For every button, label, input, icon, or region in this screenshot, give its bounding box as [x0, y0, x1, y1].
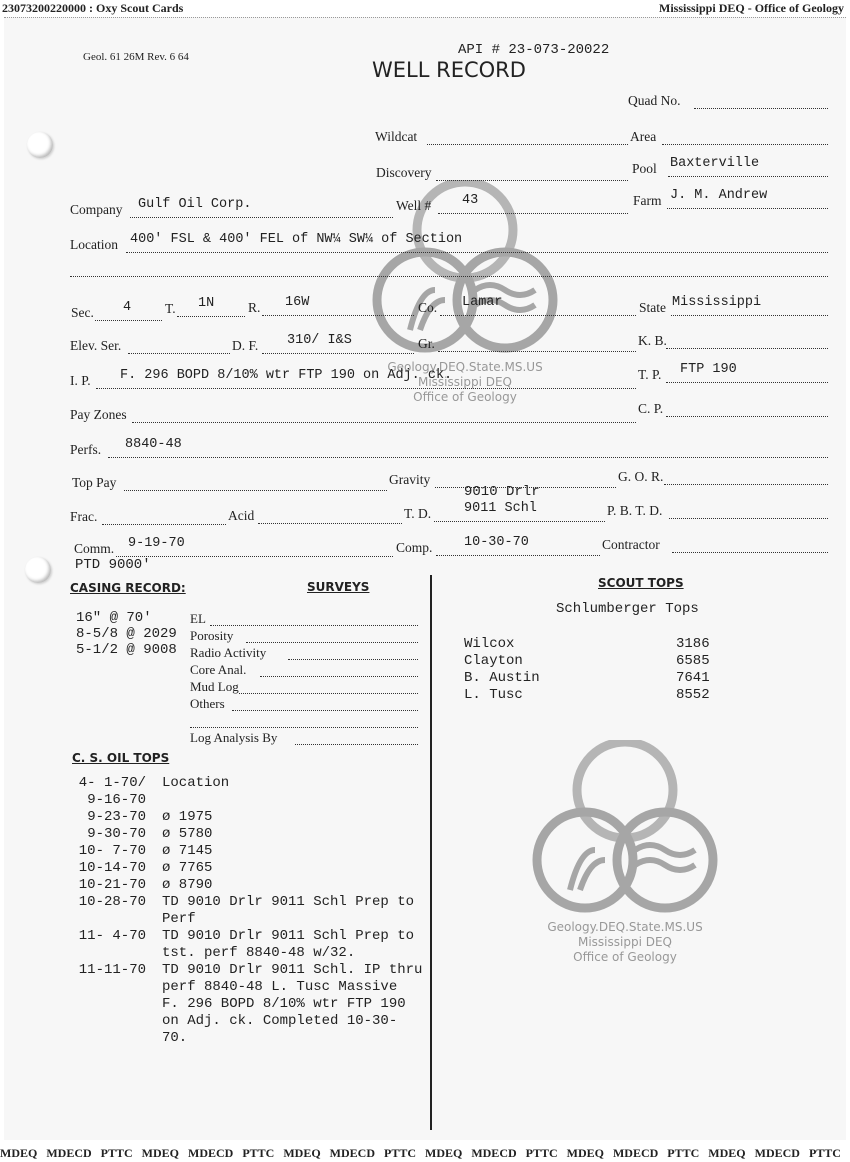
- field-label-kb: K. B.: [638, 333, 667, 348]
- field-value-t: 1N: [198, 296, 215, 311]
- oil-tops-date: 10-14-70: [78, 860, 146, 876]
- punch-hole: [27, 132, 53, 158]
- field-label-td: T. D.: [404, 506, 432, 521]
- scout-top-depth: 6585: [676, 653, 710, 669]
- oil-tops-note: ø 1975: [162, 809, 213, 825]
- scout-top-name: Wilcox: [464, 636, 515, 652]
- oil-tops-note: 70.: [162, 1030, 188, 1046]
- survey-item-label: Core Anal.: [190, 662, 247, 677]
- field-line-cp: [666, 416, 828, 417]
- field-line-co: [440, 315, 636, 316]
- survey-item-line: [288, 659, 418, 660]
- field-label-farm: Farm: [633, 193, 662, 208]
- watermark-url: Geology.DEQ.State.MS.US: [387, 360, 543, 374]
- field-label-gor: G. O. R.: [618, 469, 664, 484]
- page-header: [0, 0, 850, 17]
- field-line-tp: [666, 382, 828, 383]
- blank-line: [70, 276, 828, 277]
- oil-tops-date: 9-23-70: [87, 809, 146, 825]
- scout-top-depth: 3186: [676, 636, 710, 652]
- field-label-frac: Frac.: [70, 509, 98, 524]
- field-line-gr: [438, 351, 636, 352]
- watermark-office: Office of Geology: [413, 390, 517, 404]
- field-value-well-no: 43: [462, 193, 479, 208]
- survey-item-line: [239, 693, 418, 694]
- oil-tops-date: 10-28-70: [78, 894, 146, 910]
- oil-tops-heading: C. S. OIL TOPS: [72, 751, 170, 765]
- field-line-pbtd: [669, 518, 828, 519]
- casing-item: 8-5/8 @ 2029: [76, 626, 177, 642]
- api-number: API # 23-073-20022: [458, 42, 610, 58]
- scout-top-name: B. Austin: [464, 670, 540, 686]
- column-divider: [430, 575, 432, 1130]
- oil-tops-date: 9-16-70: [87, 792, 146, 808]
- field-line-area: [662, 144, 828, 145]
- field-label-r: R.: [248, 300, 261, 315]
- punch-hole: [25, 557, 51, 583]
- survey-item-label: Others: [190, 696, 225, 711]
- field-label-area: Area: [630, 129, 657, 144]
- field-label-location: Location: [70, 237, 118, 252]
- field-label-wildcat: Wildcat: [375, 129, 418, 144]
- field-value-r: 16W: [285, 295, 310, 310]
- field-value-location: 400' FSL & 400' FEL of NW¼ SW¼ of Section: [130, 232, 463, 247]
- field-line-contractor: [672, 552, 828, 553]
- field-label-company: Company: [70, 202, 123, 217]
- field-label-gr: Gr.: [418, 336, 435, 351]
- field-line-frac: [102, 524, 226, 525]
- oil-tops-note: TD 9010 Drlr 9011 Schl Prep to: [162, 894, 415, 910]
- field-label-df: D. F.: [232, 338, 259, 353]
- field-value-sec: 4: [123, 300, 132, 315]
- field-value-company: Gulf Oil Corp.: [138, 197, 252, 212]
- field-value-df: 310/ I&S: [287, 333, 352, 348]
- field-value-comp: 10-30-70: [464, 535, 529, 550]
- survey-item-label: Radio Activity: [190, 645, 267, 660]
- document-id: 23073200220000 : Oxy Scout Cards: [2, 1, 184, 15]
- field-line-top-pay: [124, 490, 387, 491]
- field-line-location: [126, 252, 828, 253]
- field-value-co: Lamar: [462, 295, 503, 310]
- survey-item-line: [210, 625, 418, 626]
- oil-tops-date: 11-11-70: [78, 962, 146, 978]
- field-line-quad-no: [694, 108, 828, 109]
- field-label-elev-ser: Elev. Ser.: [70, 338, 122, 353]
- field-label-contractor: Contractor: [602, 537, 660, 552]
- field-line-td: [434, 521, 605, 522]
- scout-top-name: L. Tusc: [464, 687, 523, 703]
- surveys-heading: SURVEYS: [307, 580, 370, 594]
- agency-name: Mississippi DEQ - Office of Geology: [659, 1, 844, 15]
- field-line-gravity: [435, 487, 616, 488]
- casing-item: 16" @ 70': [76, 610, 152, 626]
- field-label-pool: Pool: [632, 161, 657, 176]
- mdeq-logo-icon: [525, 740, 725, 920]
- field-label-top-pay: Top Pay: [72, 475, 117, 490]
- survey-item-line: [232, 710, 418, 711]
- scout-top-depth: 7641: [676, 670, 710, 686]
- field-value-td: 9011 Schl: [464, 501, 537, 516]
- oil-tops-note: ø 5780: [162, 826, 213, 842]
- watermark-agency: Mississippi DEQ: [417, 375, 512, 389]
- field-line-comp: [436, 555, 600, 556]
- field-line-state: [671, 315, 828, 316]
- field-line-perfs: [108, 457, 828, 458]
- ptd-value: PTD 9000': [75, 557, 151, 573]
- survey-item-label: Porosity: [190, 628, 234, 643]
- field-line-elev-ser: [128, 353, 230, 354]
- field-line-discovery: [436, 180, 628, 181]
- field-value-perfs: 8840-48: [125, 437, 182, 452]
- field-label-well-no: Well #: [396, 198, 432, 213]
- td-driller-value: 9010 Drlr: [464, 484, 540, 500]
- watermark: [510, 740, 740, 965]
- field-value-tp: FTP 190: [680, 362, 737, 377]
- survey-item-line: [246, 642, 418, 643]
- field-line-company: [130, 217, 393, 218]
- field-line-pay-zones: [132, 422, 636, 423]
- oil-tops-date: 11- 4-70: [78, 928, 146, 944]
- field-value-ip: F. 296 BOPD 8/10% wtr FTP 190 on Adj. ck.: [120, 368, 453, 383]
- field-label-tp: T. P.: [638, 367, 662, 382]
- scout-tops-heading: SCOUT TOPS: [598, 576, 684, 590]
- field-line-acid: [258, 523, 402, 524]
- field-label-t: T.: [165, 301, 176, 316]
- field-line-well-no: [438, 213, 628, 214]
- form-title: WELL RECORD: [372, 58, 526, 82]
- casing-record-heading: CASING RECORD:: [70, 581, 186, 595]
- field-label-comm: Comm.: [74, 541, 115, 556]
- watermark-agency: Mississippi DEQ: [577, 935, 672, 949]
- field-line-gor: [664, 484, 828, 485]
- field-value-farm: J. M. Andrew: [670, 188, 768, 203]
- field-value-comm: 9-19-70: [128, 536, 185, 551]
- field-label-perfs: Perfs.: [70, 442, 102, 457]
- oil-tops-note: tst. perf 8840-48 w/32.: [162, 945, 356, 961]
- survey-item-line: [295, 744, 418, 745]
- watermark-office: Office of Geology: [573, 950, 677, 964]
- oil-tops-note: perf 8840-48 L. Tusc Massive: [162, 979, 398, 995]
- field-label-comp: Comp.: [396, 540, 433, 555]
- field-line-farm: [667, 208, 828, 209]
- survey-item-line: [190, 727, 418, 728]
- field-label-co: Co.: [418, 300, 438, 315]
- field-label-cp: C. P.: [638, 401, 664, 416]
- oil-tops-note: TD 9010 Drlr 9011 Schl. IP thru: [162, 962, 423, 978]
- field-label-acid: Acid: [228, 508, 255, 523]
- field-line-wildcat: [427, 144, 628, 145]
- oil-tops-note: F. 296 BOPD 8/10% wtr FTP 190: [162, 996, 406, 1012]
- field-line-sec: [95, 320, 162, 321]
- field-line-ip: [96, 388, 636, 389]
- casing-item: 5-1/2 @ 9008: [76, 642, 177, 658]
- schlumberger-tops-heading: Schlumberger Tops: [556, 601, 699, 617]
- oil-tops-note: on Adj. ck. Completed 10-30-: [162, 1013, 398, 1029]
- survey-item-label: Mud Log: [190, 679, 239, 694]
- survey-item-label: EL: [190, 611, 206, 626]
- field-line-df: [262, 353, 414, 354]
- survey-item-label: Log Analysis By: [190, 730, 278, 745]
- field-label-discovery: Discovery: [376, 165, 432, 180]
- field-line-pool: [668, 176, 828, 177]
- field-label-pay-zones: Pay Zones: [70, 407, 127, 422]
- field-value-state: Mississippi: [672, 295, 762, 310]
- field-line-r: [262, 315, 414, 316]
- field-line-comm: [116, 556, 393, 557]
- form-number: Geol. 61 26M Rev. 6 64: [83, 51, 189, 63]
- field-label-quad-no: Quad No.: [628, 93, 681, 108]
- oil-tops-note: TD 9010 Drlr 9011 Schl Prep to: [162, 928, 415, 944]
- oil-tops-note: ø 8790: [162, 877, 213, 893]
- field-label-gravity: Gravity: [389, 472, 431, 487]
- field-line-t: [177, 316, 245, 317]
- oil-tops-note: ø 7765: [162, 860, 213, 876]
- field-label-pbtd: P. B. T. D.: [607, 503, 663, 518]
- oil-tops-date: 9-30-70: [87, 826, 146, 842]
- field-label-sec: Sec.: [71, 305, 94, 320]
- field-value-pool: Baxterville: [670, 156, 760, 171]
- oil-tops-note: Location: [162, 775, 230, 791]
- oil-tops-date: 10-21-70: [78, 877, 146, 893]
- oil-tops-date: 4- 1-70/: [78, 775, 146, 791]
- scout-top-depth: 8552: [676, 687, 710, 703]
- oil-tops-date: 10- 7-70: [78, 843, 146, 859]
- field-line-kb: [666, 348, 828, 349]
- oil-tops-note: ø 7145: [162, 843, 213, 859]
- scout-top-name: Clayton: [464, 653, 523, 669]
- page-footer: MDEQ MDECD PTTC MDEQ MDECD PTTC MDEQ MDECD PTTC MDEQ MDECD PTTC MDEQ MDECD PTTC MDEQ MDECD PTTC: [0, 1146, 841, 1160]
- field-label-state: State: [639, 300, 666, 315]
- watermark-url: Geology.DEQ.State.MS.US: [547, 920, 703, 934]
- survey-item-line: [260, 676, 418, 677]
- field-label-ip: I. P.: [70, 373, 91, 388]
- oil-tops-note: Perf: [162, 911, 196, 927]
